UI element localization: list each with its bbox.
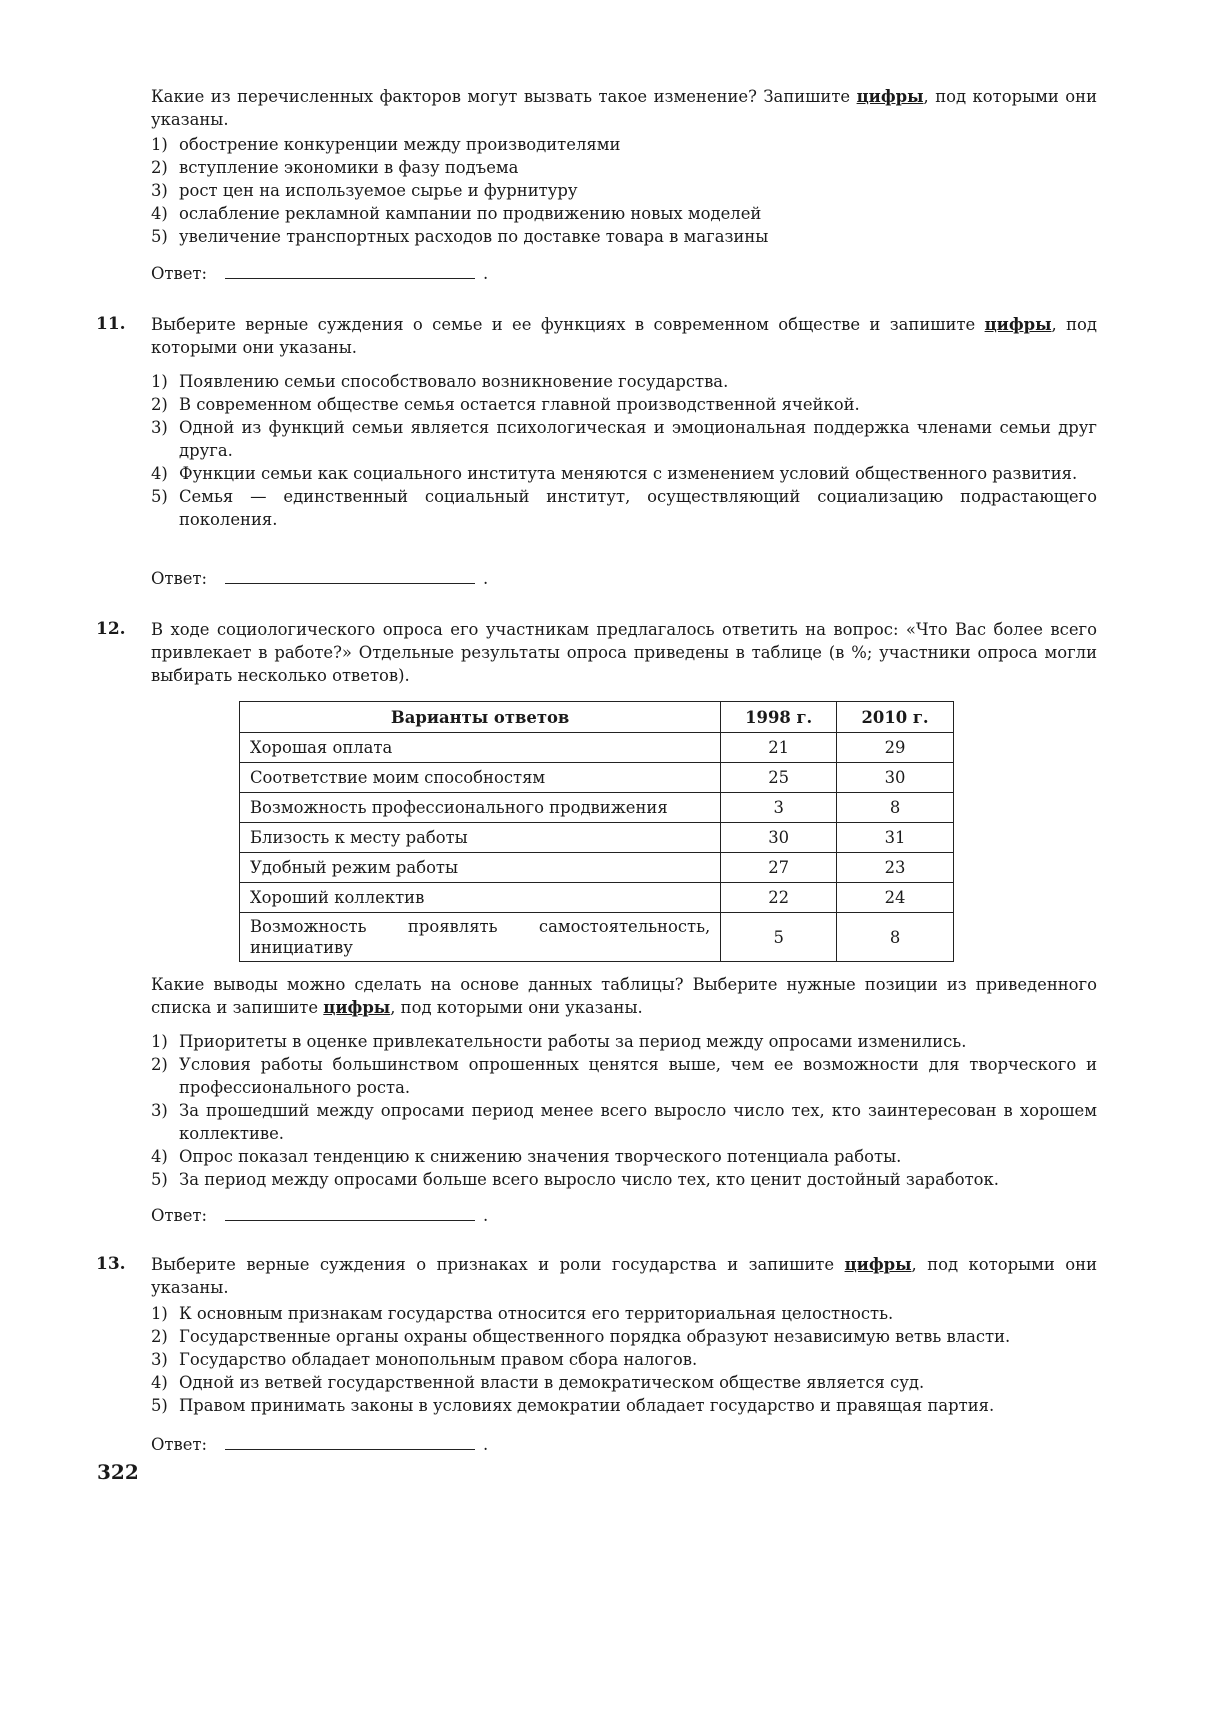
- q12-prompt: В ходе социологического опроса его участникам предлагалось ответить на вопрос: «Что Вас более всего привлекает в работе?» Отдельные результаты опроса приведены в таблице (в %; участники опроса могли выбирать несколько ответов).: [151, 620, 1097, 685]
- q12-keyword: цифры: [323, 998, 391, 1017]
- table-row: [240, 793, 954, 823]
- q11-keyword: цифры: [984, 315, 1052, 334]
- q12-options: [151, 1030, 1097, 1191]
- q10-prompt: Какие из перечисленных факторов могут вызвать такое изменение? Запишите цифры, под которыми они указаны.: [151, 87, 1098, 129]
- q13-answer: Ответ: .: [151, 1432, 488, 1456]
- q12-followup: Какие выводы можно сделать на основе данных таблицы? Выберите нужные позиции из приведенного списка и запишите цифры, под которыми они указаны.: [151, 975, 1097, 1017]
- row-2010: 31: [837, 823, 954, 853]
- q11-answer: Ответ: .: [151, 566, 488, 590]
- row-2010: 29: [837, 733, 954, 763]
- row-label: Хороший коллектив: [240, 883, 721, 913]
- q10-answer-field[interactable]: [225, 261, 475, 279]
- q11-option-2: 2) В современном обществе семья остается главной производственной ячейкой.: [151, 395, 860, 414]
- q10-option-1: 1) обострение конкуренции между производителями: [151, 135, 621, 154]
- q12-answer-label: Ответ:: [151, 1206, 208, 1225]
- q13-answer-label: Ответ:: [151, 1435, 208, 1454]
- q13-option-4: 4) Одной из ветвей государственной власти в демократическом обществе является суд.: [151, 1373, 925, 1392]
- table-row: [240, 913, 954, 962]
- row-label: Удобный режим работы: [240, 853, 721, 883]
- q12-option-4: 4) Опрос показал тенденцию к снижению значения творческого потенциала работы.: [151, 1147, 902, 1166]
- q12-number: 12.: [96, 619, 126, 639]
- q13-option-3: 3) Государство обладает монопольным правом сбора налогов.: [151, 1350, 698, 1369]
- q10-keyword: цифры: [856, 87, 924, 106]
- row-1998: 30: [721, 823, 837, 853]
- q11-prompt: Выберите верные суждения о семье и ее функциях в современном обществе и запишите цифры, под которыми они указаны.: [151, 315, 1097, 357]
- table-row: [240, 733, 954, 763]
- row-label: Близость к месту работы: [240, 823, 721, 853]
- table-row: [240, 883, 954, 913]
- q11-option-5: 5) Семья — единственный социальный институт, осуществляющий социализацию подрастающего поколения.: [151, 487, 1097, 529]
- row-label: Хорошая оплата: [240, 733, 721, 763]
- table-row: [240, 853, 954, 883]
- q12-option-3: 3) За прошедший между опросами период менее всего выросло число тех, кто заинтересован в хорошем коллективе.: [151, 1101, 1097, 1143]
- q10-option-2: 2) вступление экономики в фазу подъема: [151, 158, 519, 177]
- row-1998: 5: [721, 913, 837, 962]
- row-1998: 25: [721, 763, 837, 793]
- row-1998: 3: [721, 793, 837, 823]
- q13-number: 13.: [96, 1254, 126, 1274]
- q13-options: [151, 1302, 1097, 1417]
- q12-answer-field[interactable]: [225, 1203, 475, 1221]
- table-header-options: Варианты ответов: [240, 702, 721, 733]
- row-1998: 27: [721, 853, 837, 883]
- row-2010: 24: [837, 883, 954, 913]
- q13-option-5: 5) Правом принимать законы в условиях демократии обладает государство и правящая партия.: [151, 1396, 995, 1415]
- q13-prompt: Выберите верные суждения о признаках и роли государства и запишите цифры, под которыми они указаны.: [151, 1255, 1097, 1297]
- table-header-row: [240, 702, 954, 733]
- q12-option-1: 1) Приоритеты в оценке привлекательности работы за период между опросами изменились.: [151, 1032, 967, 1051]
- q10-option-4: 4) ослабление рекламной кампании по продвижению новых моделей: [151, 204, 762, 223]
- q13-option-2: 2) Государственные органы охраны общественного порядка образуют независимую ветвь власти.: [151, 1327, 1011, 1346]
- q10-answer-label: Ответ:: [151, 264, 208, 283]
- q10-answer: Ответ: .: [151, 261, 488, 285]
- q11-answer-field[interactable]: [225, 566, 475, 584]
- table-row: [240, 763, 954, 793]
- q13-option-1: 1) К основным признакам государства относится его территориальная целостность.: [151, 1304, 894, 1323]
- q12-option-5: 5) За период между опросами больше всего выросло число тех, кто ценит достойный заработок.: [151, 1170, 999, 1189]
- q11-number: 11.: [96, 314, 126, 334]
- row-label: Возможность профессионального продвижения: [240, 793, 721, 823]
- row-1998: 21: [721, 733, 837, 763]
- q11-options: [151, 370, 1097, 531]
- survey-table: [239, 701, 954, 962]
- page-number: 322: [97, 1460, 139, 1484]
- row-label: Возможность проявлять самостоятельность, инициативу: [240, 913, 721, 962]
- q13-answer-field[interactable]: [225, 1432, 475, 1450]
- q10-option-5: 5) увеличение транспортных расходов по доставке товара в магазины: [151, 227, 769, 246]
- row-2010: 30: [837, 763, 954, 793]
- q11-option-1: 1) Появлению семьи способствовало возникновение государства.: [151, 372, 729, 391]
- q12-answer: Ответ: .: [151, 1203, 488, 1227]
- table-header-2010: 2010 г.: [837, 702, 954, 733]
- q11-option-4: 4) Функции семьи как социального института меняются с изменением условий общественного развития.: [151, 464, 1078, 483]
- row-2010: 8: [837, 913, 954, 962]
- row-1998: 22: [721, 883, 837, 913]
- q11-answer-label: Ответ:: [151, 569, 208, 588]
- q10-options: [151, 133, 1097, 248]
- row-label: Соответствие моим способностям: [240, 763, 721, 793]
- table-row: [240, 823, 954, 853]
- row-2010: 8: [837, 793, 954, 823]
- q12-option-2: 2) Условия работы большинством опрошенных ценятся выше, чем ее возможности для творческого и профессионального роста.: [151, 1055, 1097, 1097]
- q11-option-3: 3) Одной из функций семьи является психологическая и эмоциональная поддержка членами семьи друг друга.: [151, 418, 1097, 460]
- table-header-1998: 1998 г.: [721, 702, 837, 733]
- q13-keyword: цифры: [844, 1255, 912, 1274]
- q10-option-3: 3) рост цен на используемое сырье и фурнитуру: [151, 181, 578, 200]
- row-2010: 23: [837, 853, 954, 883]
